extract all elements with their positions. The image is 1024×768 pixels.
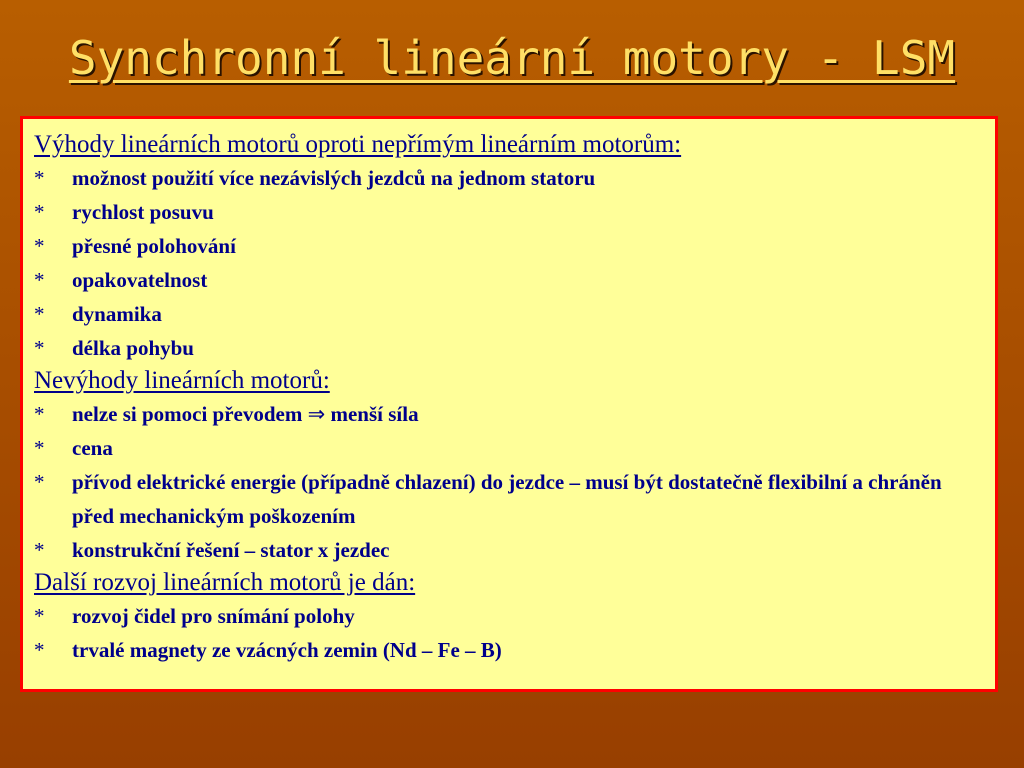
section-heading-further-development: Další rozvoj lineárních motorů je dán: <box>34 569 416 596</box>
content-box <box>20 116 998 692</box>
list-item-text: cena <box>72 436 113 460</box>
list-item <box>34 195 985 229</box>
list-item <box>34 161 985 195</box>
list-item-text: opakovatelnost <box>72 268 208 292</box>
list-item-text: rychlost posuvu <box>72 200 214 224</box>
bullet-marker: * <box>34 470 45 494</box>
list-item-text-before: nelze si pomoci převodem <box>72 402 303 426</box>
list-item <box>34 599 985 633</box>
list-item-text: dynamika <box>72 302 162 326</box>
list-item <box>34 331 985 365</box>
bullet-marker: * <box>34 268 45 292</box>
list-item <box>34 633 985 667</box>
list-item <box>34 397 985 431</box>
bullet-marker: * <box>34 604 45 628</box>
list-item-text <box>72 397 985 431</box>
bullet-marker: * <box>34 538 45 562</box>
list-item-text: možnost použití více nezávislých jezdců na jednom statoru <box>72 166 596 190</box>
bullet-marker: * <box>34 234 45 258</box>
advantages-list <box>34 161 985 365</box>
bullet-marker: * <box>34 166 45 190</box>
list-item <box>34 465 985 533</box>
bullet-marker: * <box>34 436 45 460</box>
section-heading-advantages: Výhody lineárních motorů oproti nepřímým lineárním motorům: <box>34 131 682 158</box>
bullet-marker: * <box>34 336 45 360</box>
development-list <box>34 599 985 667</box>
bullet-marker: * <box>34 200 45 224</box>
section-heading-disadvantages: Nevýhody lineárních motorů: <box>34 367 330 394</box>
list-item <box>34 263 985 297</box>
list-item-text: délka pohybu <box>72 336 194 360</box>
list-item <box>34 431 985 465</box>
list-item-text: přesné polohování <box>72 234 236 258</box>
list-item-text: rozvoj čidel pro snímání polohy <box>72 604 355 628</box>
list-item <box>34 533 985 567</box>
disadvantages-list <box>34 397 985 567</box>
list-item-text: konstrukční řešení – stator x jezdec <box>72 538 390 562</box>
slide-title: Synchronní lineární motory - LSM <box>68 31 956 85</box>
bullet-marker: * <box>34 402 45 426</box>
bullet-marker: * <box>34 302 45 326</box>
bullet-marker: * <box>34 638 45 662</box>
list-item-text: trvalé magnety ze vzácných zemin (Nd – Fe – B) <box>72 638 502 662</box>
list-item <box>34 229 985 263</box>
list-item-text-after: menší síla <box>330 402 419 426</box>
list-item-text: přívod elektrické energie (případně chlazení) do jezdce – musí být dostatečně flexibilní a chráněn před mechanickým poškozením <box>72 470 942 528</box>
implies-arrow-icon: ⇒ <box>307 402 326 426</box>
list-item <box>34 297 985 331</box>
